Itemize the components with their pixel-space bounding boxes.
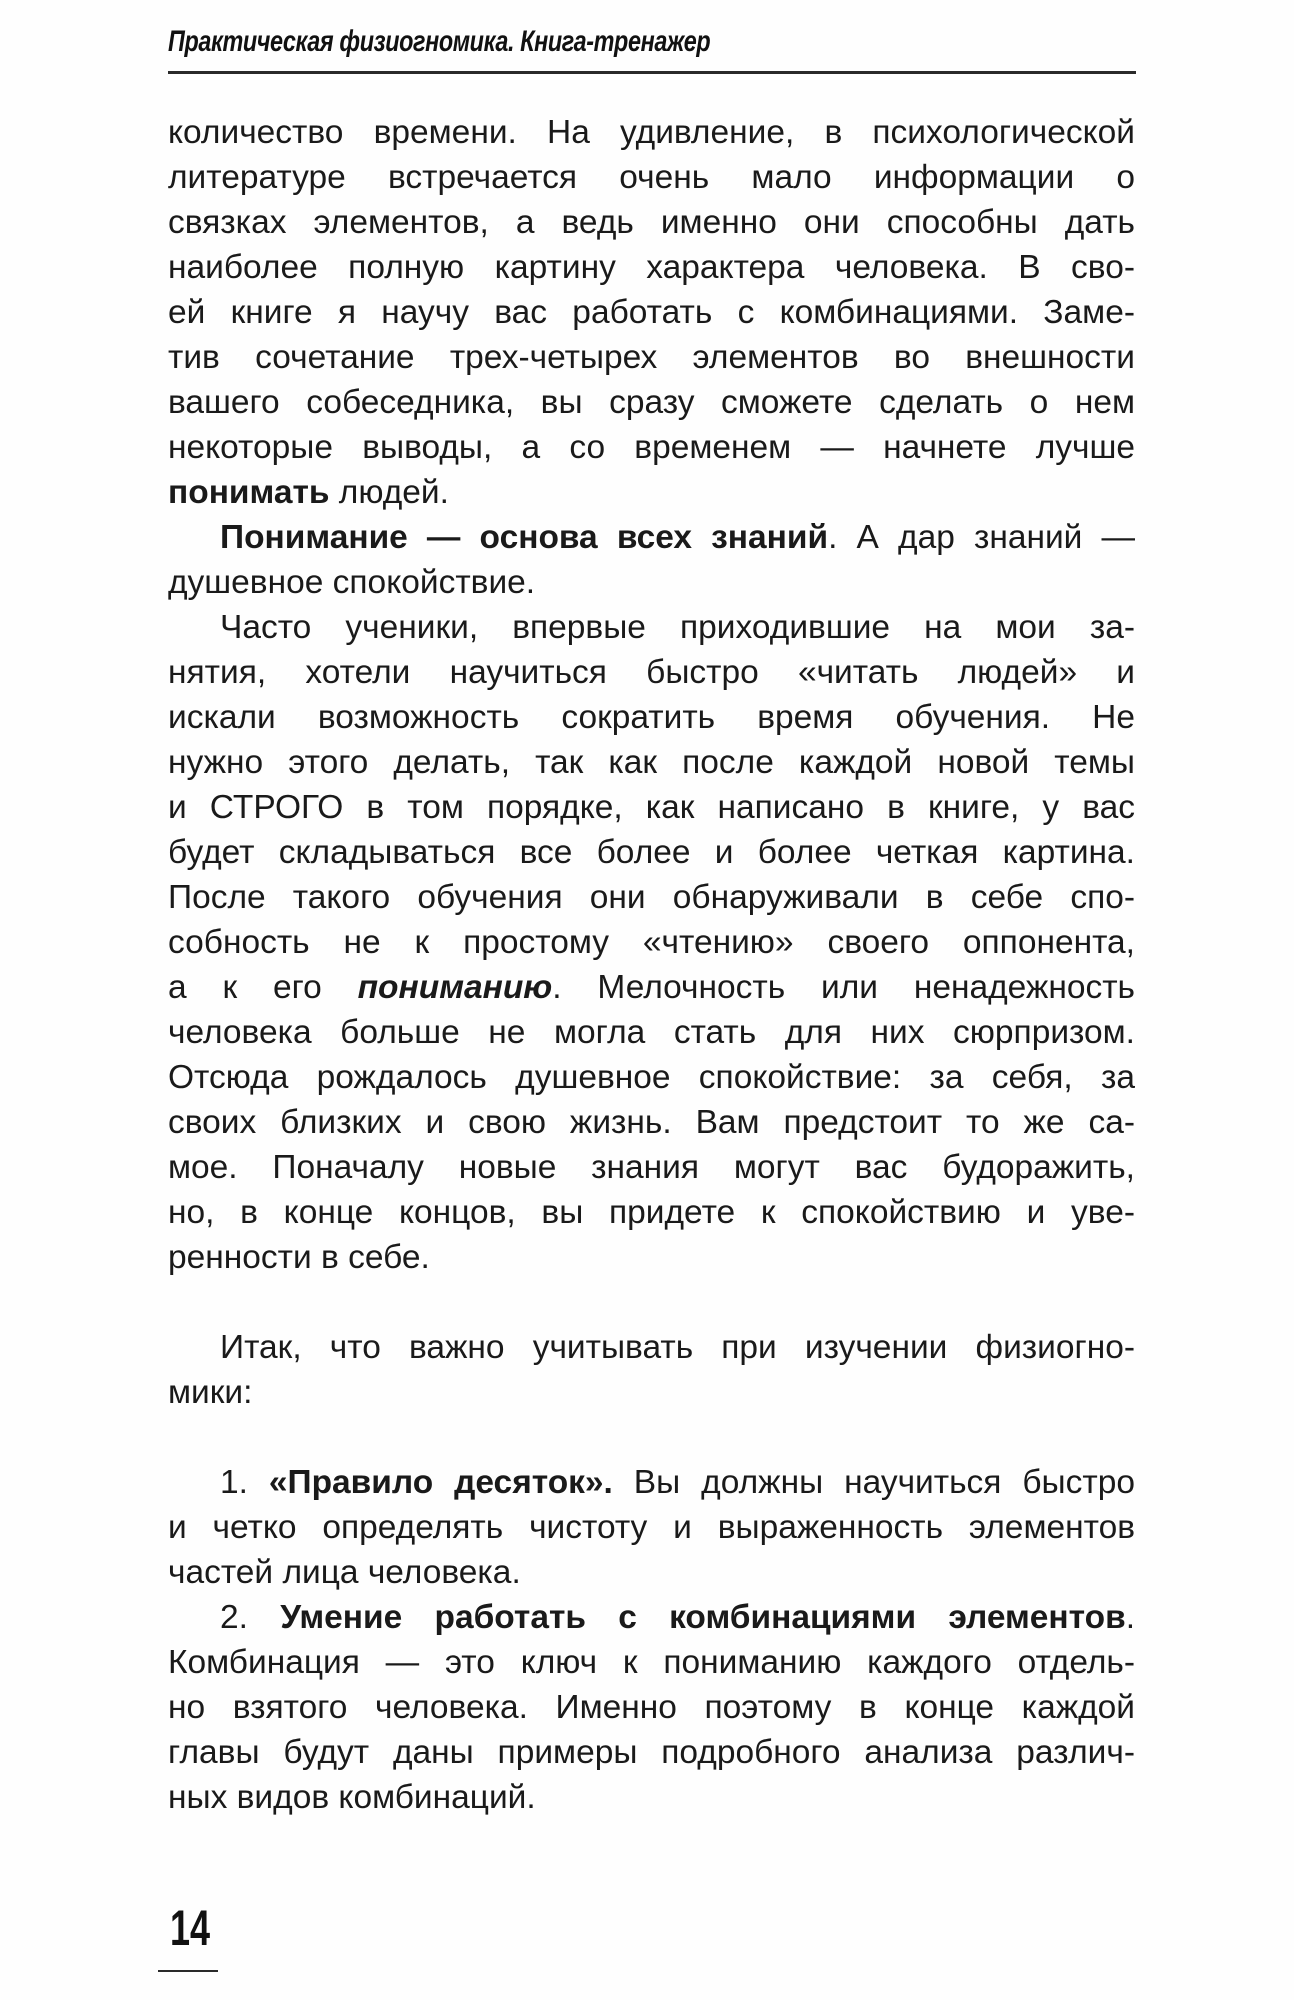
text-line bbox=[168, 1145, 1135, 1190]
bold-text: Понимание — основа всех знаний bbox=[220, 519, 829, 556]
text-line bbox=[168, 875, 1135, 920]
text-line bbox=[168, 920, 1135, 965]
text-run: Отсюда рождалось душевное спокойствие: за себя, за bbox=[168, 1059, 1135, 1096]
text-line bbox=[168, 1775, 1135, 1820]
text-line bbox=[168, 1730, 1135, 1775]
text-run: ей книге я научу вас работать с комбинациями. Заме- bbox=[168, 294, 1135, 331]
text-line bbox=[168, 650, 1135, 695]
text-line bbox=[168, 965, 1135, 1010]
text-line bbox=[168, 110, 1135, 155]
text-run: После такого обучения они обнаруживали в себе спо- bbox=[168, 879, 1135, 916]
text-line bbox=[168, 1640, 1135, 1685]
text-line bbox=[168, 380, 1135, 425]
text-line bbox=[168, 1505, 1135, 1550]
text-line bbox=[168, 245, 1135, 290]
text-run: Итак, что важно учитывать при изучении физиогно- bbox=[220, 1329, 1135, 1366]
text-line bbox=[168, 425, 1135, 470]
text-line bbox=[168, 605, 1135, 650]
text-line bbox=[168, 785, 1135, 830]
text-line bbox=[168, 1685, 1135, 1730]
text-run: частей лица человека. bbox=[168, 1554, 521, 1591]
text-line bbox=[168, 1325, 1135, 1370]
running-title: Практическая физиогномика. Книга-тренажер bbox=[168, 25, 711, 58]
bold-text: «Правило десяток». bbox=[268, 1464, 613, 1501]
text-run: людей. bbox=[329, 474, 449, 511]
text-run: некоторые выводы, а со временем — начнете лучше bbox=[168, 429, 1135, 466]
text-run: но, в конце концов, вы придете к спокойствию и уве- bbox=[168, 1194, 1135, 1231]
text-run: связках элементов, а ведь именно они способны дать bbox=[168, 204, 1135, 241]
text-run: . bbox=[1125, 1599, 1135, 1636]
text-line bbox=[168, 1370, 1135, 1415]
page-number: 14 bbox=[170, 1900, 211, 1956]
text-run: 1. bbox=[220, 1464, 269, 1501]
text-line bbox=[168, 155, 1135, 200]
bold-italic-text: пониманию bbox=[357, 969, 553, 1006]
text-line bbox=[168, 1100, 1135, 1145]
header-rule bbox=[168, 71, 1136, 74]
text-run: и четко определять чистоту и выраженность элементов bbox=[168, 1509, 1135, 1546]
text-run: будет складываться все более и более четкая картина. bbox=[168, 834, 1135, 871]
text-run: душевное спокойствие. bbox=[168, 564, 536, 601]
text-run: Часто ученики, впервые приходившие на мои за- bbox=[220, 609, 1135, 646]
text-line bbox=[168, 470, 1135, 515]
text-run: а к его bbox=[168, 969, 358, 1006]
text-run: искали возможность сократить время обучения. Не bbox=[168, 699, 1135, 736]
text-run: ных видов комбинаций. bbox=[168, 1779, 536, 1816]
text-run: тив сочетание трех-четырех элементов во внешности bbox=[168, 339, 1135, 376]
blank-line bbox=[168, 1280, 1135, 1325]
text-run: главы будут даны примеры подробного анализа различ- bbox=[168, 1734, 1135, 1771]
text-line bbox=[168, 1460, 1135, 1505]
text-line bbox=[168, 200, 1135, 245]
text-run: нужно этого делать, так как после каждой новой темы bbox=[168, 744, 1135, 781]
text-run: Вы должны научиться быстро bbox=[612, 1464, 1135, 1501]
text-run: мики: bbox=[168, 1374, 253, 1411]
text-line bbox=[168, 515, 1135, 560]
text-run: собность не к простому «чтению» своего оппонента, bbox=[168, 924, 1135, 961]
text-run: вашего собеседника, вы сразу сможете сделать о нем bbox=[168, 384, 1135, 421]
footer-rule bbox=[158, 1970, 218, 1972]
text-run: . Мелочность или ненадежность bbox=[552, 969, 1135, 1006]
text-run: . А дар знаний — bbox=[828, 519, 1135, 556]
text-line bbox=[168, 830, 1135, 875]
text-run: наиболее полную картину характера человека. В сво- bbox=[168, 249, 1135, 286]
body-text bbox=[168, 110, 1135, 1820]
text-line bbox=[168, 1010, 1135, 1055]
text-run: нятия, хотели научиться быстро «читать людей» и bbox=[168, 654, 1135, 691]
text-line bbox=[168, 290, 1135, 335]
text-line bbox=[168, 1190, 1135, 1235]
text-line bbox=[168, 335, 1135, 380]
text-line bbox=[168, 1595, 1135, 1640]
text-run: 2. bbox=[220, 1599, 281, 1636]
bold-text: понимать bbox=[168, 474, 330, 511]
text-run: человека больше не могла стать для них сюрпризом. bbox=[168, 1014, 1135, 1051]
text-run: Комбинация — это ключ к пониманию каждого отдель- bbox=[168, 1644, 1135, 1681]
text-line bbox=[168, 560, 1135, 605]
text-run: ренности в себе. bbox=[168, 1239, 430, 1276]
text-line bbox=[168, 740, 1135, 785]
text-run: своих близких и свою жизнь. Вам предстоит то же са- bbox=[168, 1104, 1135, 1141]
blank-line bbox=[168, 1415, 1135, 1460]
text-run: литературе встречается очень мало информации о bbox=[168, 159, 1135, 196]
text-line bbox=[168, 1235, 1135, 1280]
text-line bbox=[168, 1550, 1135, 1595]
text-run: и СТРОГО в том порядке, как написано в книге, у вас bbox=[168, 789, 1135, 826]
text-line bbox=[168, 695, 1135, 740]
text-run: количество времени. На удивление, в психологической bbox=[168, 114, 1135, 151]
bold-text: Умение работать с комбинациями элементов bbox=[280, 1599, 1126, 1636]
text-line bbox=[168, 1055, 1135, 1100]
text-run: мое. Поначалу новые знания могут вас будоражить, bbox=[168, 1149, 1135, 1186]
text-run: но взятого человека. Именно поэтому в конце каждой bbox=[168, 1689, 1135, 1726]
